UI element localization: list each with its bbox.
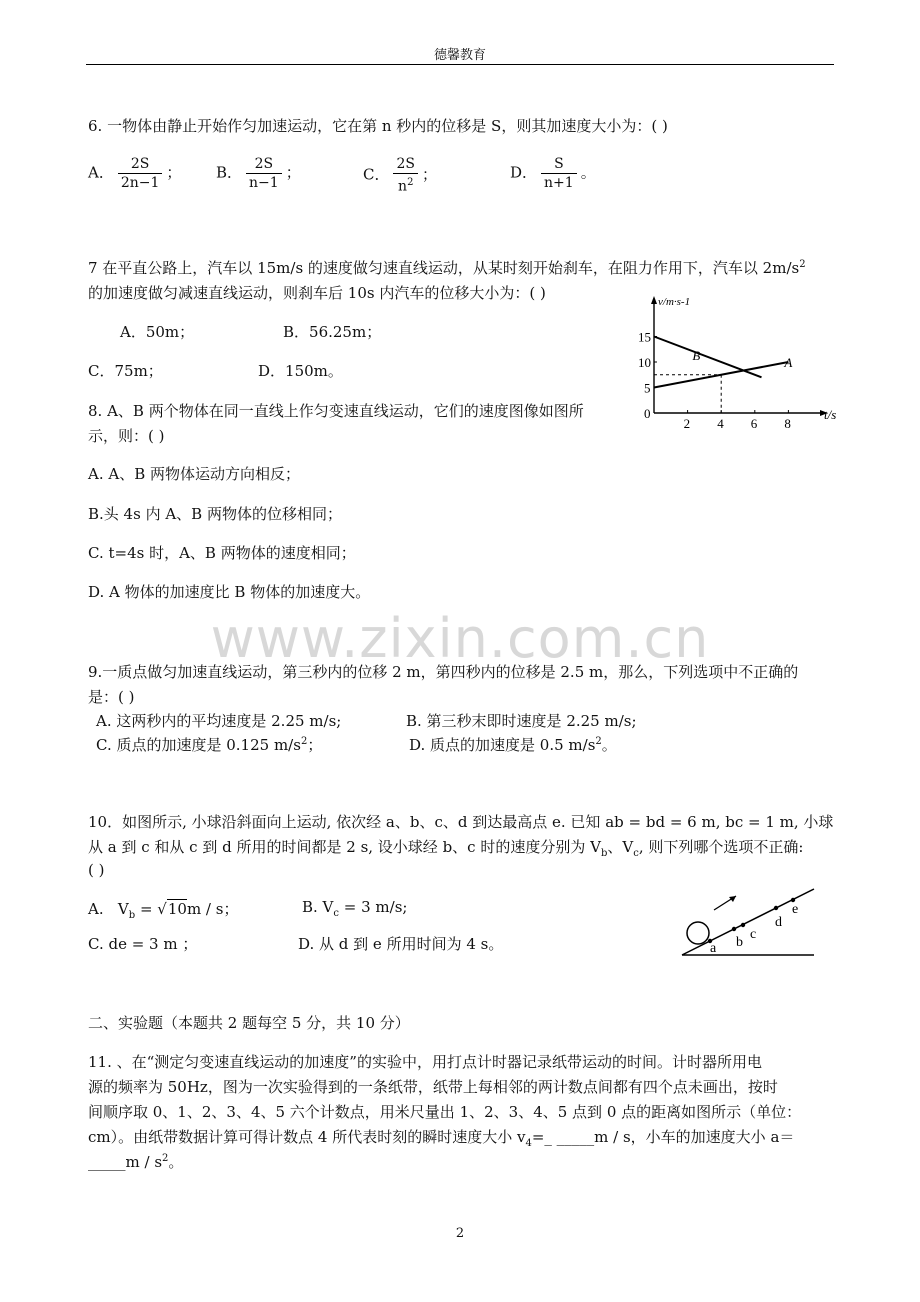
q11-line4: cm）。由纸带数据计算可得计数点 4 所代表时刻的瞬时速度大小 $v_4=\_$ _____m / s，小车的加速度大小 a＝: [88, 1128, 795, 1149]
fraction: $\frac{S}{n+1}$: [541, 155, 577, 192]
q10-line2: 从 a 到 c 和从 c 到 d 所用的时间都是 2 s, 设小球经 b、c 时的速度分别为 $V_b$、$V_c$, 则下列哪个选项不正确:: [88, 838, 804, 859]
y-tick-label: 5: [644, 380, 651, 396]
label-a: a: [710, 941, 717, 956]
q6-stem: 6. 一物体由静止开始作匀加速运动，它在第 n 秒内的位移是 S，则其加速度大小为：( ): [88, 117, 668, 135]
arrow-head: [729, 896, 736, 902]
x-tick-label: 4: [717, 416, 724, 431]
q9-option-d: D. 质点的加速度是 0.5 $m/s^2$。: [409, 736, 617, 754]
label-c: c: [750, 927, 757, 942]
incline-figure: [680, 880, 820, 962]
q7-option-c: C．75m；: [88, 362, 163, 380]
q8-option-d: D. A 物体的加速度比 B 物体的加速度大。: [88, 583, 371, 601]
series-label-a: A: [784, 355, 793, 370]
series-label-b: B: [692, 348, 701, 363]
y-axis-arrow: [651, 296, 657, 304]
point-d: [774, 906, 778, 910]
q9-option-c: C. 质点的加速度是 0.125 $m/s^2$；: [96, 736, 323, 754]
y-tick-label: 0: [644, 406, 651, 421]
option-label: C．: [363, 165, 390, 184]
q11-line3: 间顺序取 0、1、2、3、4、5 六个计数点，用米尺量出 1、2、3、4、5 点到 0 点的距离如图所示（单位：: [88, 1103, 802, 1121]
q11-line2: 源的频率为 50Hz，图为一次实验得到的一条纸带，纸带上每相邻的两计数点间都有四个点未画出，按时: [88, 1078, 778, 1096]
q9-option-b: B. 第三秒末即时速度是 2.25 m/s;: [406, 712, 637, 730]
section-title: 二、实验题（本题共 2 题每空 5 分，共 10 分）: [88, 1014, 410, 1032]
header-rule: [86, 64, 834, 65]
point-c: [741, 923, 745, 927]
q9-line2: 是：( ): [88, 688, 135, 706]
q11-line1: 11. 、在“测定匀变速直线运动的加速度”的实验中，用打点计时器记录纸带运动的时间。计时器所用电: [88, 1053, 762, 1071]
watermark: www.zixin.com.cn: [210, 607, 710, 670]
q7-option-a: A．50m；: [120, 323, 195, 341]
q10-line1: 10．如图所示, 小球沿斜面向上运动, 依次经 a、b、c、d 到达最高点 e. 已知 ab = bd = 6 m, bc = 1 m, 小球: [88, 813, 834, 831]
option-label: A．: [88, 163, 114, 182]
q10-option-c: C. de = 3 m ；: [88, 935, 198, 953]
y-tick-label: 15: [638, 329, 651, 345]
q8-line2: 示，则：( ): [88, 427, 165, 445]
option-label: D．: [510, 163, 538, 182]
q6-option-d: D． $\frac{S}{n+1}$ 。: [510, 156, 596, 191]
q10-option-d: D. 从 d 到 e 所用时间为 4 s。: [298, 935, 504, 953]
q9-option-a: A. 这两秒内的平均速度是 2.25 m/s;: [96, 712, 342, 730]
x-tick-label: 8: [784, 416, 791, 431]
x-tick-label: 2: [683, 416, 691, 431]
header-title: 德馨教育: [433, 48, 486, 63]
y-tick-label: 10: [638, 355, 651, 370]
option-label: B．: [216, 163, 243, 182]
q8-option-b: B.头 4s 内 A、B 两物体的位移相同；: [88, 505, 342, 523]
velocity-time-chart: [640, 292, 840, 432]
q6-option-c: C． $\frac{2S}{n^2}$ ；: [363, 156, 437, 195]
q10-line3: ( ): [88, 861, 105, 879]
q7-option-b: B．56.25m；: [283, 323, 382, 341]
q11-line5: _____m / $s^2$。: [88, 1153, 184, 1171]
label-b: b: [736, 935, 743, 950]
y-axis-label: v/m·s-1: [658, 296, 691, 308]
label-e: e: [792, 902, 799, 917]
q7-line2: 的加速度做匀减速直线运动，则刹车后 10s 内汽车的位移大小为：( ): [88, 284, 546, 302]
q6-option-a: A． $\frac{2S}{2n-1}$ ；: [88, 156, 182, 191]
x-axis-label: t/s: [824, 407, 837, 422]
q6-option-b: B． $\frac{2S}{n-1}$ ；: [216, 156, 301, 191]
page-number: 2: [455, 1226, 465, 1241]
series-line-b: [654, 337, 762, 378]
q10-option-a: A. $V_b = √10m / s$；: [88, 900, 239, 921]
label-d: d: [775, 915, 782, 930]
point-b: [732, 927, 736, 931]
fraction: $\frac{2S}{2n-1}$: [118, 155, 163, 192]
q8-option-c: C. t=4s 时，A、B 两物体的速度相同；: [88, 544, 356, 562]
q7-line1: 7 在平直公路上，汽车以 15m/s 的速度做匀速直线运动，从某时刻开始刹车，在阻力作用下，汽车以 $2m/s^2$: [88, 259, 806, 277]
q8-option-a: A. A、B 两物体运动方向相反；: [88, 465, 300, 483]
q10-option-b: B. $V_c = 3$ m/s;: [302, 898, 408, 919]
fraction: $\frac{2S}{n-1}$: [246, 155, 282, 192]
q8-line1: 8. A、B 两个物体在同一直线上作匀变速直线运动，它们的速度图像如图所: [88, 402, 584, 420]
x-tick-label: 6: [750, 416, 758, 431]
q9-line1: 9.一质点做匀加速直线运动，第三秒内的位移 2 m，第四秒内的位移是 2.5 m，那么，下列选项中不正确的: [88, 663, 799, 681]
ball: [687, 922, 709, 944]
fraction: $\frac{2S}{n^2}$: [393, 155, 418, 196]
q7-option-d: D．150m。: [258, 362, 343, 380]
